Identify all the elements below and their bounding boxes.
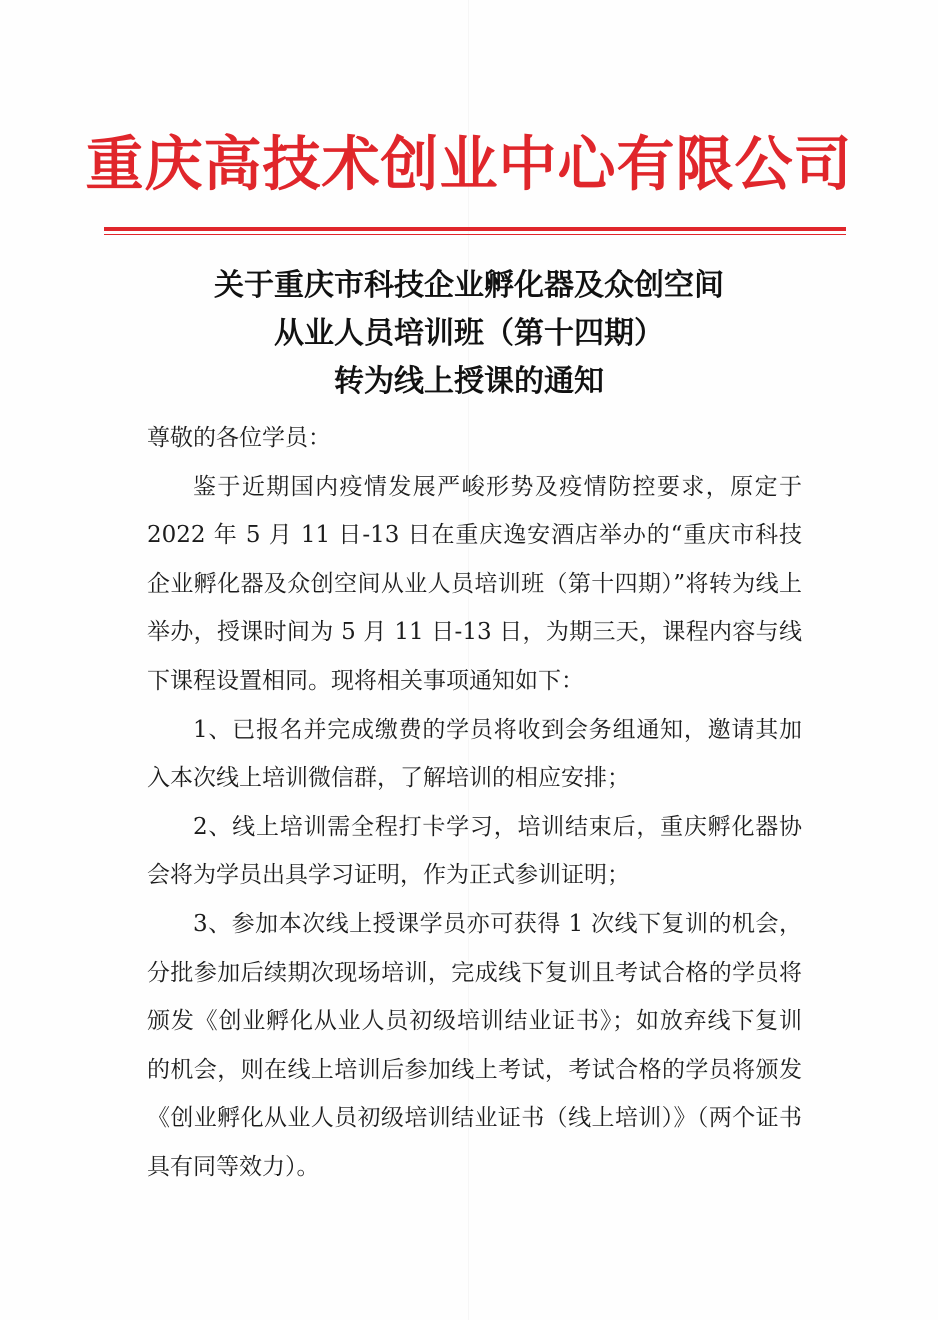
title-line-1: 关于重庆市科技企业孵化器及众创空间 (214, 268, 724, 303)
letterhead-org-name: 重庆高技术创业中心有限公司 (85, 129, 853, 199)
salutation: 尊敬的各位学员： (147, 425, 331, 451)
document-title (0, 262, 938, 406)
title-line-2: 从业人员培训班（第十四期） (274, 316, 664, 351)
paragraph-intro: 鉴于近期国内疫情发展严峻形势及疫情防控要求，原定于 2022 年 5 月 11 日-13 日在重庆逸安酒店举办的“重庆市科技企业孵化器及众创空间从业人员培训班（第十四期）”将转为线上举办，授课时间为 5 月 11 日-13 日，为期三天，课程内容与线下课程设置相同。现将相关事项通知如下： (147, 473, 802, 694)
paragraph-item-3: 3、参加本次线上授课学员亦可获得 1 次线下复训的机会，分批参加后续期次现场培训，完成线下复训且考试合格的学员将颁发《创业孵化从业人员初级培训结业证书》；如放弃线下复训的机会，则在线上培训后参加线上考试，考试合格的学员将颁发《创业孵化从业人员初级培训结业证书（线上培训）》（两个证书具有同等效力）。 (147, 910, 802, 1180)
title-line-3: 转为线上授课的通知 (334, 364, 604, 399)
paragraph-item-1: 1、已报名并完成缴费的学员将收到会务组通知，邀请其加入本次线上培训微信群，了解培训的相应安排； (147, 716, 802, 792)
document-body (147, 414, 802, 1192)
paragraph-item-2: 2、线上培训需全程打卡学习，培训结束后，重庆孵化器协会将为学员出具学习证明，作为正式参训证明； (147, 813, 802, 889)
letterhead-rule-thick (104, 227, 846, 231)
letterhead-rule-thin (104, 234, 846, 235)
